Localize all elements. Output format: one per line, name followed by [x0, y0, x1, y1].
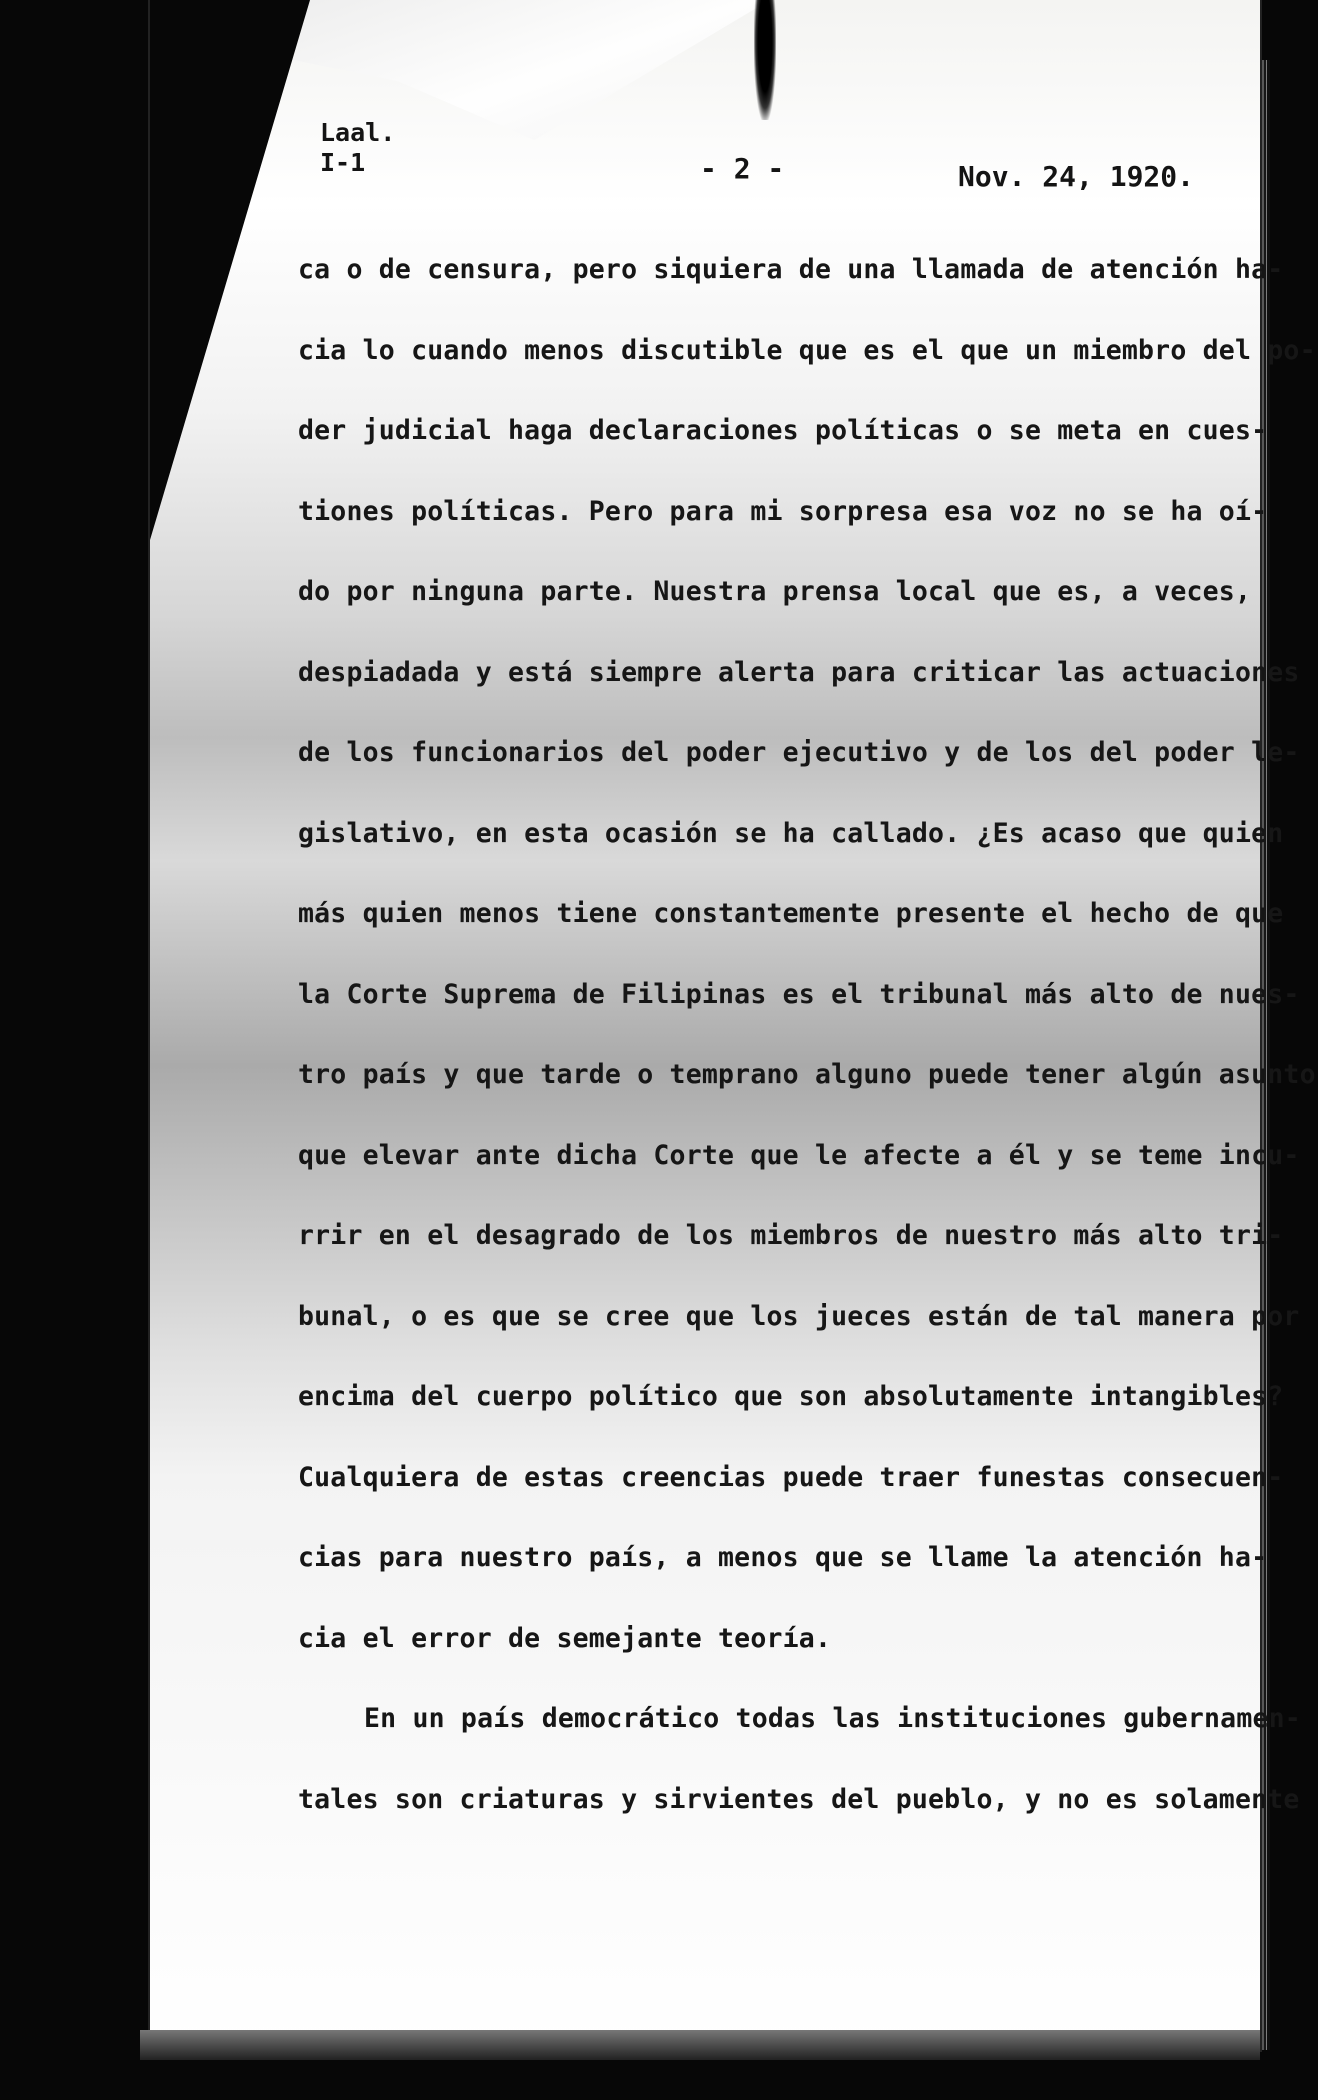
page-number: - 2 -	[700, 152, 785, 185]
reference-code	[320, 118, 395, 178]
text-line: der judicial haga declaraciones políticas o se meta en cues-	[298, 415, 1268, 446]
text-line: Cualquiera de estas creencias puede traer funestas consecuen-	[298, 1461, 1284, 1493]
text-line: encima del cuerpo político que son absolutamente intangibles?	[298, 1381, 1284, 1412]
text-line: cias para nuestro país, a menos que se llame la atención ha-	[298, 1542, 1268, 1573]
text-line: ca o de censura, pero siquiera de una llamada de atención ha-	[298, 254, 1284, 285]
text-line: que elevar ante dicha Corte que le afecte a él y se teme incu-	[298, 1139, 1300, 1171]
reference-line-2: I-1	[320, 148, 366, 177]
text-line: más quien menos tiene constantemente presente el hecho de que	[298, 898, 1284, 929]
text-line: cia el error de semejante teoría.	[298, 1622, 832, 1654]
text-line: tiones políticas. Pero para mi sorpresa esa voz no se ha oí-	[298, 495, 1268, 527]
text-line: despiadada y está siempre alerta para criticar las actuaciones	[298, 656, 1300, 688]
text-line: do por ninguna parte. Nuestra prensa local que es, a veces,	[298, 576, 1252, 607]
text-line: cia lo cuando menos discutible que es el que un miembro del po-	[298, 334, 1316, 366]
text-line: la Corte Suprema de Filipinas es el tribunal más alto de nues-	[298, 978, 1300, 1010]
text-line: tro país y que tarde o temprano alguno puede tener algún asunto	[298, 1059, 1316, 1090]
text-line: de los funcionarios del poder ejecutivo y de los del poder le-	[298, 737, 1300, 768]
paragraph-start-line: En un país democrático todas las instituciones gubernamen-	[364, 1703, 1301, 1734]
text-line: rrir en el desagrado de los miembros de nuestro más alto tri-	[298, 1220, 1284, 1251]
text-line: bunal, o es que se cree que los jueces están de tal manera por	[298, 1300, 1300, 1332]
text-line: tales son criaturas y sirvientes del pueblo, y no es solamente	[298, 1783, 1300, 1815]
document-date: Nov. 24, 1920.	[958, 160, 1195, 193]
text-line: gislativo, en esta ocasión se ha callado. ¿Es acaso que quien	[298, 817, 1284, 849]
reference-line-1: Laal.	[320, 118, 396, 147]
body-text	[298, 250, 1316, 1860]
